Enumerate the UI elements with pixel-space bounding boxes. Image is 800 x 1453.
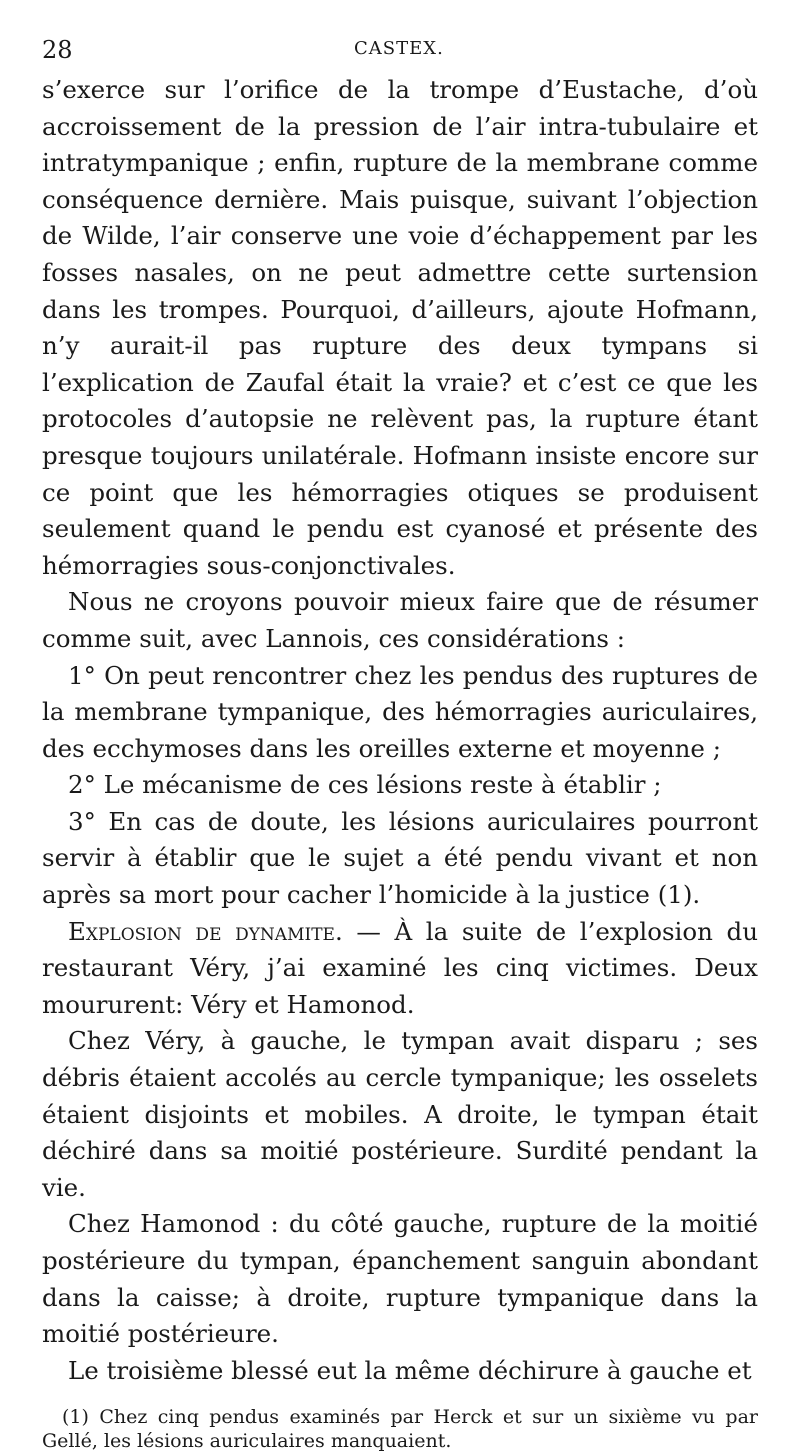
paragraph: s’exerce sur l’orifice de la trompe d’Eustache, d’où accroissement de la pression de l’air intra-tubulaire et intratympanique ; enfin, rupture de la membrane comme conséquence dernière. Mais puisque, suivant l’objection de Wilde, l’air conserve une voie d’échappement par les fosses nasales, on ne peut admettre cette surtension dans les trompes. Pourquoi, d’ailleurs, ajoute Hofmann, n’y aurait-il pas rupture des deux tympans si l’explication de Zaufal était la vraie? et c’est ce que les protocoles d’autopsie ne relèvent pas, la rupture étant presque toujours unilatérale. Hofmann insiste encore sur ce point que les hémorragies otiques se produisent seulement quand le pendu est cyanosé et présente des hémorragies sous-conjonctivales. [42, 75, 758, 580]
running-head: CASTEX. [354, 38, 444, 59]
list-item: 1° On peut rencontrer chez les pendus des ruptures de la membrane tympanique, des hémorragies auriculaires, des ecchymoses dans les oreilles externe et moyenne ; [42, 660, 758, 763]
paragraph-text: À la suite de l’explosion du restaurant Véry, j’ai examiné les cinq victimes. Deux moururent: Véry et Hamonod. [42, 916, 758, 1019]
page-number: 28 [42, 36, 73, 64]
paragraph: Le troisième blessé eut la même déchirure à gauche et [68, 1355, 752, 1385]
paragraph: Chez Hamonod : du côté gauche, rupture de la moitié postérieure du tympan, épanchement sanguin abondant dans la caisse; à droite, rupture tympanique dans la moitié postérieure. [42, 1209, 758, 1349]
footnotes [42, 1405, 758, 1453]
section-heading: Explosion de dynamite. — [68, 916, 381, 946]
list-item: 2° Le mécanisme de ces lésions reste à établir ; [68, 770, 662, 800]
paragraph: Nous ne croyons pouvoir mieux faire que de résumer comme suit, avec Lannois, ces considérations : [42, 587, 758, 653]
list-item: 3° En cas de doute, les lésions auriculaires pourront servir à établir que le sujet a été pendu vivant et non après sa mort pour cacher l’homicide à la justice (1). [42, 806, 758, 910]
footnote: (1) Chez cinq pendus examinés par Herck et sur un sixième vu par Gellé, les lésions auriculaires manquaient. [42, 1406, 758, 1453]
section-paragraph [42, 914, 758, 1024]
page-header [42, 26, 758, 66]
paragraph: Chez Véry, à gauche, le tympan avait disparu ; ses débris étaient accolés au cercle tympanique; les osselets étaient disjoints et mobiles. A droite, le tympan était déchiré dans sa moitié postérieure. Surdité pendant la vie. [42, 1026, 758, 1202]
body-text [42, 72, 758, 1389]
